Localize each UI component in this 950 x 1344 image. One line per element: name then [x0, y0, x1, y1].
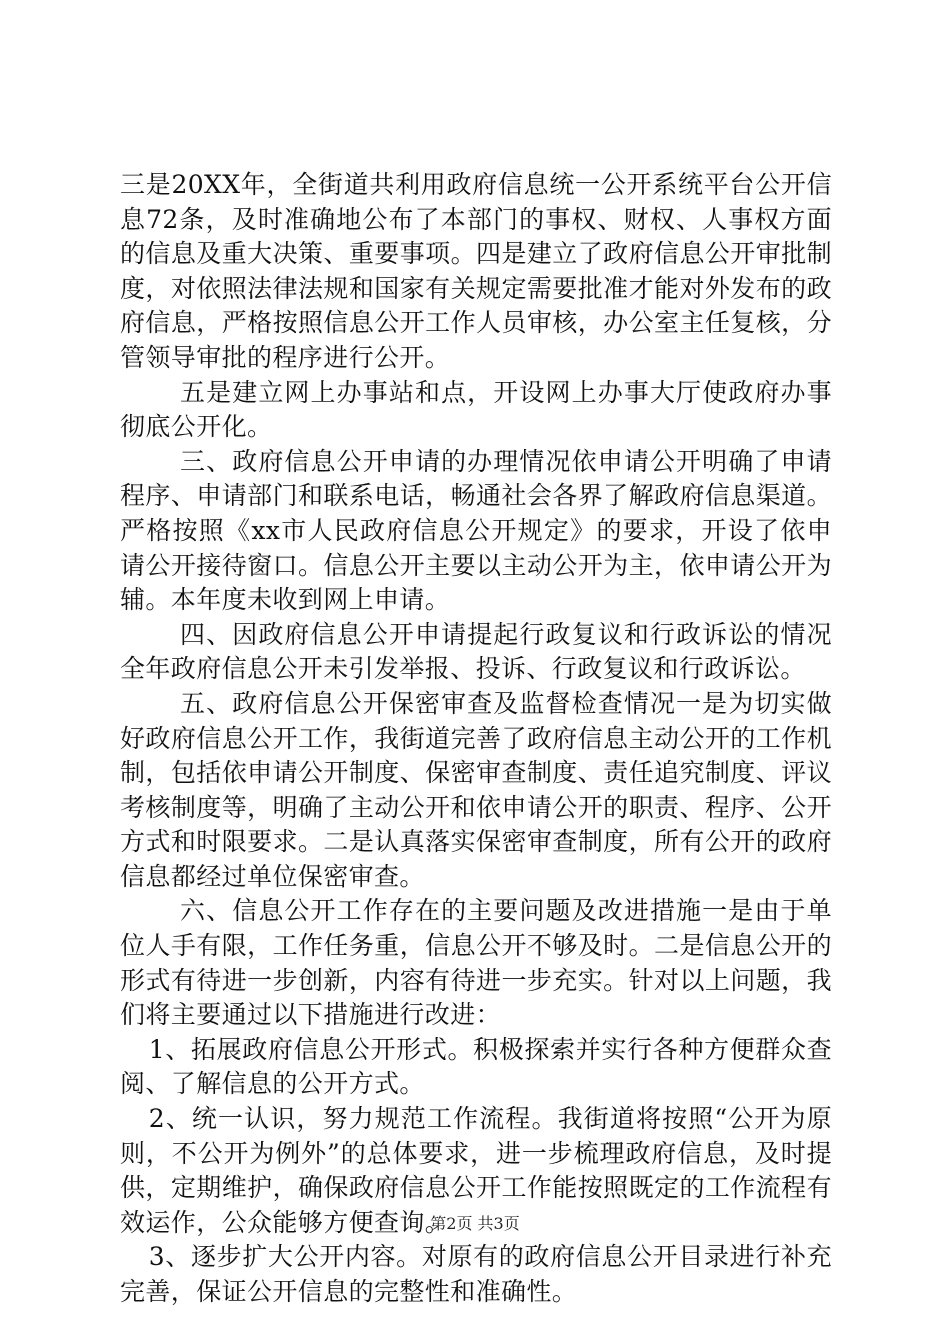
paragraph-measure-two: 2、统一认识，努力规范工作流程。我街道将按照“公开为原则，不公开为例外”的总体要求，进一步梳理政府信息，及时提供，定期维护，确保政府信息公开工作能按照既定的工作流程有效运作，公众能够方便查询。 [120, 1104, 832, 1237]
paragraph-measure-three: 3、逐步扩大公开内容。对原有的政府信息公开目录进行补充完善，保证公开信息的完整性和准确性。 [120, 1242, 832, 1306]
document-body [120, 168, 832, 1310]
paragraph-item-three: 三是20XX年，全街道共利用政府信息统一公开系统平台公开信息72条，及时准确地公布了本部门的事权、财权、人事权方面的信息及重大决策、重要事项。四是建立了政府信息公开审批制度，对依照法律法规和国家有关规定需要批准才能对外发布的政府信息，严格按照信息公开工作人员审核，办公室主任复核，分管领导审批的程序进行公开。 [120, 170, 832, 372]
paragraph-measure-one: 1、拓展政府信息公开形式。积极探索并实行各种方便群众查阅、了解信息的公开方式。 [120, 1034, 832, 1099]
page-footer: 第2页 共3页 [430, 1214, 520, 1233]
paragraph-section-three: 三、政府信息公开申请的办理情况依申请公开明确了申请程序、申请部门和联系电话，畅通社会各界了解政府信息渠道。严格按照《xx市人民政府信息公开规定》的要求，开设了依申请公开接待窗口。信息公开主要以主动公开为主，依申请公开为辅。本年度未收到网上申请。 [120, 446, 832, 615]
paragraph-item-five: 五是建立网上办事站和点，开设网上办事大厅使政府办事彻底公开化。 [120, 377, 832, 442]
paragraph-section-five: 五、政府信息公开保密审查及监督检查情况一是为切实做好政府信息公开工作，我街道完善了政府信息主动公开的工作机制，包括依申请公开制度、保密审查制度、责任追究制度、评议考核制度等，明确了主动公开和依申请公开的职责、程序、公开方式和时限要求。二是认真落实保密审查制度，所有公开的政府信息都经过单位保密审查。 [120, 688, 832, 891]
paragraph-section-six: 六、信息公开工作存在的主要问题及改进措施一是由于单位人手有限，工作任务重，信息公开不够及时。二是信息公开的形式有待进一步创新，内容有待进一步充实。针对以上问题，我们将主要通过以下措施进行改进： [120, 896, 832, 1030]
paragraph-section-four: 四、因政府信息公开申请提起行政复议和行政诉讼的情况全年政府信息公开未引发举报、投诉、行政复议和行政诉讼。 [120, 619, 832, 684]
